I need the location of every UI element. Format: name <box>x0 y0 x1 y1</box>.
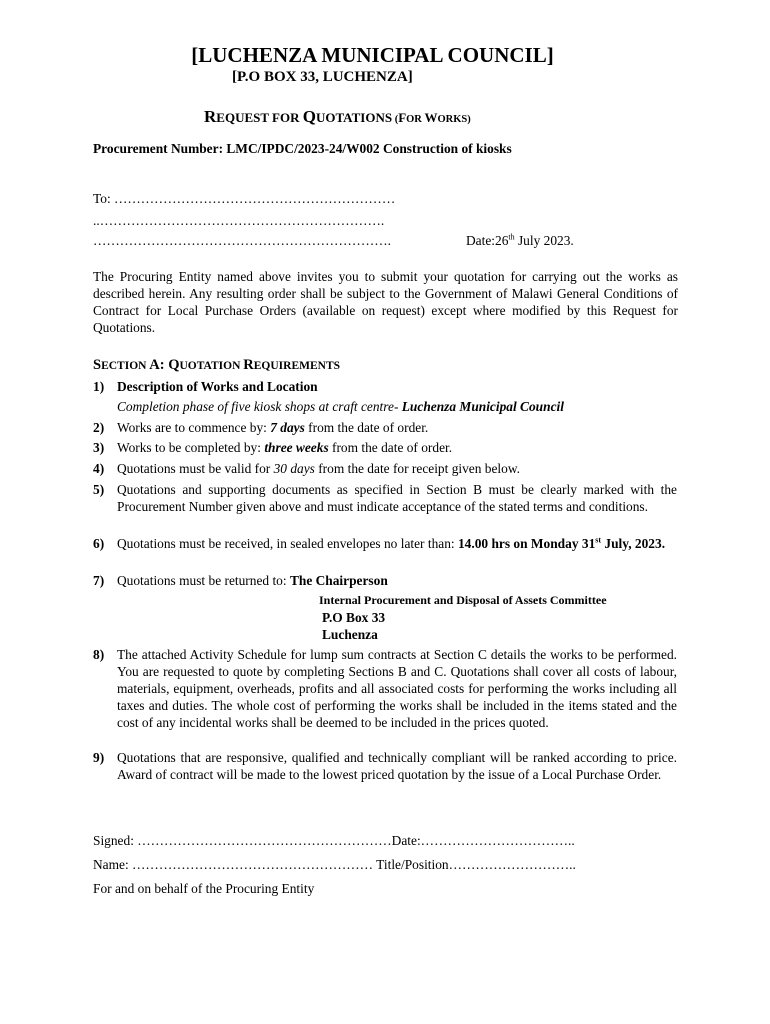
return-address-committee: Internal Procurement and Disposal of Assets Committee <box>319 593 607 607</box>
list-item-5: 5) Quotations and supporting documents as specified in Section B must be clearly marked with the Procurement Number given above and must indicate acceptance of the stated terms and conditions. <box>93 482 677 514</box>
procurement-number: Procurement Number: LMC/IPDC/2023-24/W002 Construction of kiosks <box>93 141 512 156</box>
list-item-7: 7) Quotations must be returned to: The Chairperson <box>93 573 388 588</box>
list-item-1: 1) Description of Works and Location Completion phase of five kiosk shops at craft centre- Luchenza Municipal Council <box>93 379 564 414</box>
issue-date: Date:26th July 2023. <box>466 232 574 248</box>
section-a-heading: SECTION A: QUOTATION REQUIREMENTS <box>93 357 341 373</box>
list-item-2: 2) Works are to commence by: 7 days from the date of order. <box>93 420 429 435</box>
to-line-1: To: ……………………………………………………… <box>93 191 396 206</box>
council-address: [P.O BOX 33, LUCHENZA] <box>232 69 413 85</box>
name-title-line: Name: ……………………………………………… Title/Position……………………….. <box>93 857 576 872</box>
list-item-3: 3) Works to be completed by: three weeks from the date of order. <box>93 440 453 455</box>
return-address-box: P.O Box 33 <box>322 610 386 625</box>
list-item-9: 9) Quotations that are responsive, qualified and technically compliant will be ranked according to price. Award of contract will be made to the lowest priced quotation by the issue of a Local Purchase Order. <box>93 750 677 782</box>
document-title: REQUEST FOR QUOTATIONS (FOR WORKS) <box>204 107 471 126</box>
behalf-line: For and on behalf of the Procuring Entity <box>93 881 315 896</box>
to-line-2: ..………………………………………………………. <box>93 213 385 228</box>
list-item-8: 8) The attached Activity Schedule for lump sum contracts at Section C details the works to be performed. You are requested to quote by completing Sections B and C. Quotations shall cover all costs of labour, materials, equipment, overheads, profits and all associated costs for performing the works including all taxes and duties. The whole cost of performing the works shall be included in the items stated and the cost of any incidental works shall be deemed to be included in the prices quoted. <box>93 647 677 730</box>
intro-paragraph: The Procuring Entity named above invites you to submit your quotation for carrying out the works as described herein. Any resulting order shall be subject to the Government of Malawi General Conditions of Contract for Local Purchase Orders (available on request) except where modified by this Request for Quotations. <box>93 269 678 335</box>
to-line-3: …………………………………………………………. <box>93 233 391 248</box>
list-item-4: 4) Quotations must be valid for 30 days from the date for receipt given below. <box>93 461 520 476</box>
council-name: [LUCHENZA MUNICIPAL COUNCIL] <box>191 43 554 67</box>
return-address-town: Luchenza <box>322 627 378 642</box>
signed-date-line: Signed: …………………………………………………Date:…………………………….. <box>93 833 575 848</box>
list-item-6: 6) Quotations must be received, in sealed envelopes no later than: 14.00 hrs on Monday 31st July, 2023. <box>93 535 666 551</box>
